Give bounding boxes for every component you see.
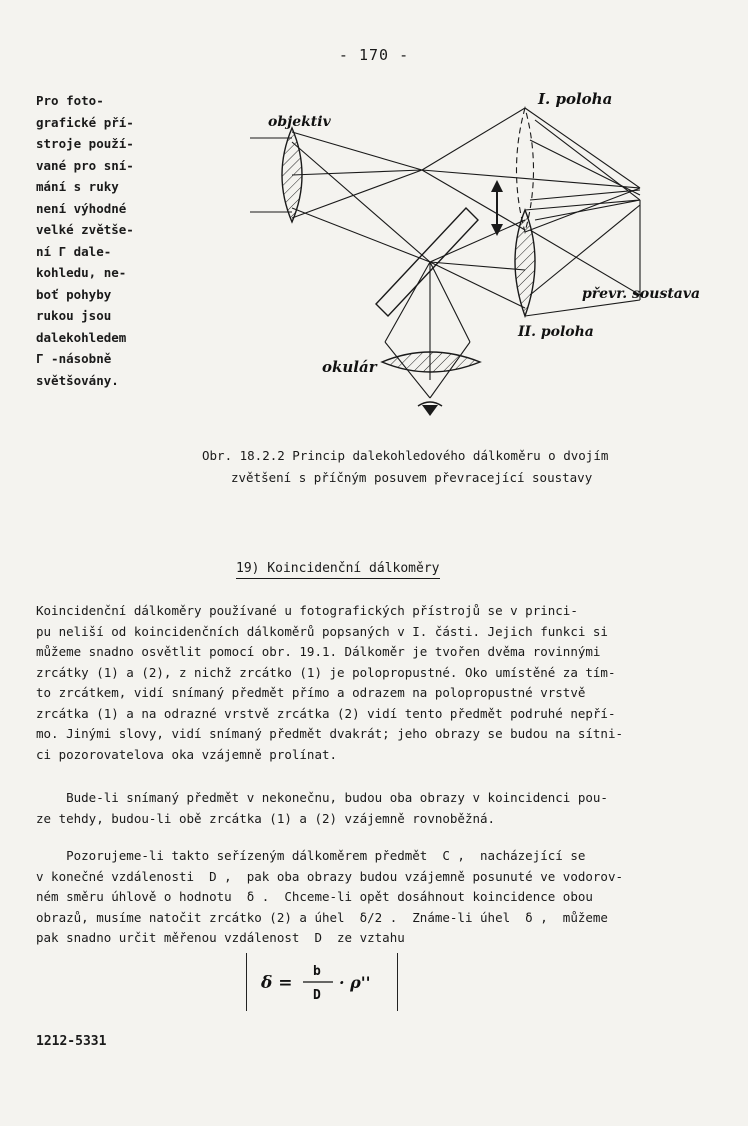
margin-note-line: světšovány. [36, 372, 119, 388]
caption-line: zvětšení s příčným posuvem převracející soustavy [231, 470, 593, 485]
text-line: mo. Jinými slovy, vidí snímaný předmět dvakrát; jeho obrazy se budou na sítni- [36, 726, 623, 741]
text-line: ném směru úhlově o hodnotu δ . Chceme-li opět dosáhnout koincidence obou [36, 889, 593, 904]
paragraph-2 [36, 788, 716, 829]
text-line: zrcátka (1) a na odrazné vrstvě zrcátka (2) vidí tento předmět podruhé nepří- [36, 705, 616, 721]
text-line: ze tehdy, budou-li obě zrcátka (1) a (2) vzájemně rovnoběžná. [36, 810, 496, 826]
margin-note-line: Pro foto- [36, 93, 104, 108]
margin-note-line: velké zvětše- [36, 222, 134, 237]
formula-numerator: b [313, 964, 321, 979]
margin-note-line: není výhodné [36, 200, 127, 216]
page-number: - 170 - [338, 46, 410, 64]
margin-note-line: Γ -násobně [36, 351, 112, 366]
margin-note-line: dalekohledem [36, 329, 127, 345]
formula-box [246, 953, 398, 1011]
text-line: zrcátky (1) a (2), z nichž zrcátko (1) je polopropustné. Oko umístěné za tím- [36, 664, 616, 680]
formula-rhs: · ρ'' [339, 973, 371, 992]
margin-note-line: mání s ruky [36, 179, 119, 194]
margin-note-line: grafické pří- [36, 114, 134, 130]
margin-note-line: rukou jsou [36, 308, 112, 323]
margin-note-line: stroje použí- [36, 136, 134, 151]
figure-caption [202, 445, 682, 489]
label-position-2: II. poloha [518, 324, 594, 340]
document-code: 1212-5331 [36, 1034, 107, 1049]
eye-icon [422, 405, 438, 416]
margin-note-line: ní Γ dale- [36, 243, 112, 259]
label-objective: objektiv [268, 114, 331, 130]
text-line: Bude-li snímaný předmět v nekonečnu, budou oba obrazy v koincidenci pou- [36, 790, 608, 805]
section-heading: 19) Koincidenční dálkoměry [236, 561, 440, 579]
text-line: pak snadno určit měřenou vzdálenost D ze vztahu [36, 930, 405, 945]
formula-denominator: D [313, 988, 321, 1003]
text-line: to zrcátkem, vidí snímaný předmět přímo a odrazem na polopropustné vrstvě [36, 685, 586, 700]
margin-note-line: vané pro sní- [36, 157, 134, 173]
caption-line: Obr. 18.2.2 Princip dalekohledového dálkoměru o dvojím [202, 448, 609, 463]
mirror [376, 208, 478, 316]
label-inverting-system: převr. soustava [582, 286, 701, 302]
text-line: Koincidenční dálkoměry používané u fotografických přístrojů se v princi- [36, 603, 578, 618]
formula [247, 953, 397, 1011]
eyepiece-lens [382, 352, 480, 372]
text-line: obrazů, musíme natočit zrcátko (2) a úhel δ/2 . Známe-li úhel δ , můžeme [36, 909, 608, 925]
formula-lhs: δ = [261, 973, 293, 993]
label-eyepiece: okulár [322, 358, 377, 376]
label-position-1: I. poloha [538, 90, 613, 108]
text-line: pu neliší od koincidenčních dálkoměrů popsaných v I. části. Jejich funkci si [36, 623, 608, 639]
margin-note-line: kohledu, ne- [36, 265, 127, 280]
text-line: ci pozorovatelova oka vzájemně prolínat. [36, 746, 338, 762]
margin-note [36, 90, 174, 391]
paragraph-3 [36, 846, 716, 949]
text-line: můžeme snadno osvětlit pomocí obr. 19.1. Dálkoměr je tvořen dvěma rovinnými [36, 644, 601, 659]
rangefinder-diagram [190, 80, 730, 430]
text-line: v konečné vzdálenosti D , pak oba obrazy budou vzájemně posunuté ve vodorov- [36, 868, 623, 884]
paragraph-1 [36, 601, 716, 765]
margin-note-line: boť pohyby [36, 286, 112, 302]
text-line: Pozorujeme-li takto seřízeným dálkoměrem předmět C , nacházející se [36, 848, 586, 863]
